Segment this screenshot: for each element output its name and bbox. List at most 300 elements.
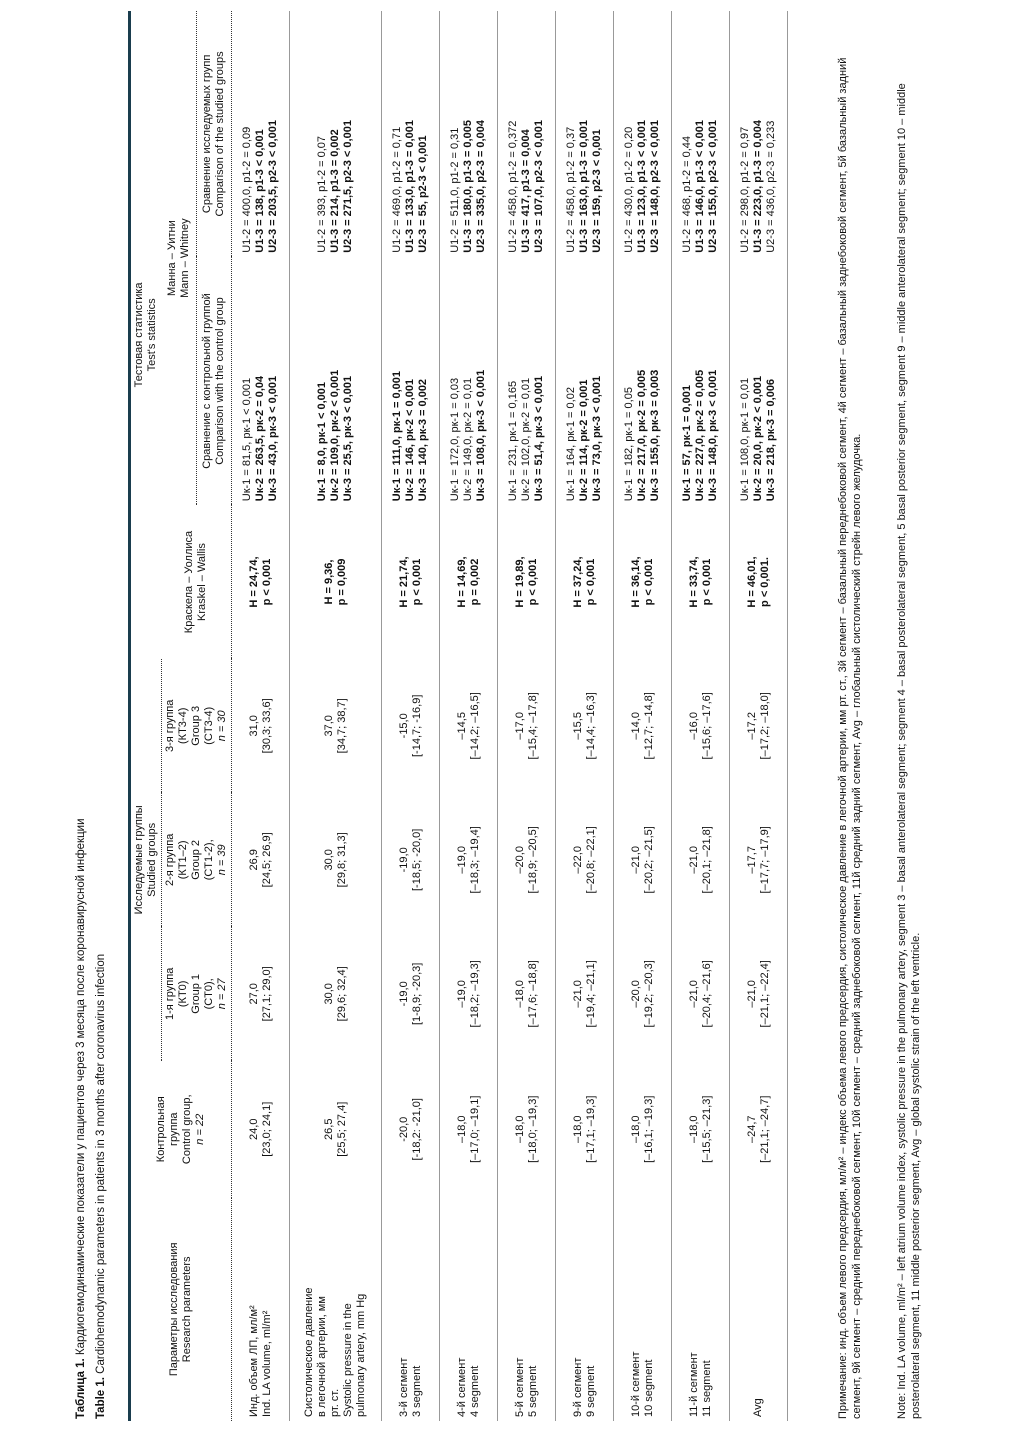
group1-cell-line: [1-8,9; -20,3] [410,962,423,1026]
param-cell-line: 11 segment [700,1360,713,1417]
header-cmp-control [196,257,231,505]
param-cell-line: рт. ст. [329,1388,341,1417]
mw-control-cell-line: Uк-2 = 20,0, pк-2 < 0,001 [752,375,764,502]
kruskal-cell-line: p < 0,001. [758,557,771,607]
caption-text-en: Cardiohemodynamic parameters in patients in 3 months after coronavirus infection [95,953,107,1378]
mw-control-cell [672,257,730,505]
param-cell-line: Инд. объем ЛП, мл/м² [247,1305,260,1417]
mw-control-cell-line: Uк-2 = 102,0, pк-2 = 0,01 [520,377,532,502]
mw-groups-cell [498,11,556,257]
group1-cell-line: [–17,6; –18,8] [526,960,539,1028]
kruskal-cell-line: H = 37,24, [571,556,584,608]
group3-cell-line: –14,0 [629,712,642,740]
control-cell-line: –18,0 [629,1115,642,1144]
group3-cell [672,659,730,793]
mw-groups-cell [290,11,382,257]
header-group-3 [162,659,232,793]
kruskal-cell-line: H = 19,89, [513,556,526,608]
control-cell-line: [–17,0; –19,1] [468,1095,481,1163]
group1-cell [498,927,556,1061]
mw-groups-cell-line: U2-3 = 107,0, p2-3 < 0,001 [533,120,545,253]
control-cell-line: –18,0 [513,1115,526,1144]
mw-groups-cell-line: U2-3 = 436,0, p2-3 = 0,233 [765,120,777,253]
mw-control-cell [498,257,556,505]
param-cell-line: 5-й сегмент [513,1357,526,1417]
mw-groups-cell [556,11,614,257]
group2-cell-line: [–17,7; –17,9] [758,826,771,894]
header-tests-ru: Тестовая статистика [133,282,146,388]
kruskal-cell-line: H = 33,74, [687,556,700,608]
header-group-2 [162,793,232,927]
kruskal-cell-line: p = 0,009 [335,558,348,606]
header-g3-l1: 3-я группа [164,699,176,752]
header-g2-l2: (КТ1–2) [177,840,189,880]
kruskal-cell-line: p < 0,001 [526,558,539,606]
mw-groups-cell-line: U1-3 = 163,0, p1-3 = 0,001 [578,120,590,253]
group1-cell [672,927,730,1061]
kruskal-cell-line: H = 36,14, [629,556,642,608]
mw-groups-cell-line: U2-3 = 203,5, p2-3 < 0,001 [267,120,279,253]
param-cell-line: Ind. LA volume, ml/m² [260,1310,273,1417]
kruskal-cell [382,505,440,659]
group3-cell-line: 31,0 [247,715,260,737]
group3-cell-line: 37,0 [322,715,335,737]
group2-cell [290,793,382,927]
group3-cell-line: –16,0 [687,712,700,740]
mw-control-cell [232,257,290,505]
table-header [130,11,232,1421]
mw-control-cell-line: Uк-1 = 57, pк-1 = 0,001 [681,385,693,502]
group3-cell-line: [30,3; 33,6] [260,698,273,754]
control-cell [382,1061,440,1198]
kruskal-cell-line: H = 9,36, [322,559,335,605]
table-row [382,11,440,1421]
kruskal-cell [730,505,788,659]
caption-label-ru: Таблица 1. [75,1358,87,1419]
header-group-1 [162,927,232,1061]
header-params-en: Research parameters [181,1256,193,1363]
header-g1-l4: (CT0), [203,978,215,1010]
mw-control-cell-line: Uк-3 = 108,0, pк-3 < 0,001 [475,369,487,502]
mw-control-cell-line: Uк-2 = 263,5, pк-2 = 0,04 [254,375,266,502]
mw-control-cell [730,257,788,505]
mw-groups-cell [730,11,788,257]
mw-groups-cell-line: U1-3 = 214, p1-3 = 0,002 [329,129,341,253]
header-g2-l3: Group 2 [190,839,202,880]
group1-cell [556,927,614,1061]
group1-cell-line: [–19,4; –21,1] [584,960,597,1028]
header-studied-en: Studied groups [146,822,158,897]
group2-cell [498,793,556,927]
header-control-l3: Control group, [181,1094,193,1165]
kruskal-cell-line: p < 0,001 [700,558,713,606]
group2-cell-line: –19,0 [455,846,468,874]
mw-groups-cell [232,11,290,257]
param-cell-line: Систолическое давление [303,1287,315,1417]
group1-cell-line: [–21,1; –22,4] [758,960,771,1028]
group2-cell-line: [24,5; 26,9] [260,832,273,888]
group1-cell-line: [27,1; 29,0] [260,966,273,1022]
mw-groups-cell-line: U1-3 = 180,0, p1-3 = 0,005 [462,120,474,253]
group2-cell [382,793,440,927]
param-cell-line: 4 segment [468,1365,481,1417]
group3-cell-line: [–14,2; –16,5] [468,692,481,760]
mw-control-cell [614,257,672,505]
mw-control-cell-line: Uк-1 = 108,0, pк-1 = 0,01 [739,377,751,502]
kruskal-cell-line: H = 21,74, [397,556,410,608]
group3-cell [614,659,672,793]
group3-cell-line: –17,2 [745,712,758,740]
group1-cell-line: 30,0 [322,983,335,1005]
kruskal-cell-line: p < 0,001 [260,558,273,606]
mw-groups-cell-line: U2-3 = 155,0, p2-3 < 0,001 [707,120,719,253]
group3-cell-line: –15,5 [571,712,584,740]
mw-groups-cell [614,11,672,257]
mw-control-cell-line: Uк-3 = 73,0, pк-3 < 0,001 [591,375,603,502]
group2-cell-line: 26,9 [247,849,260,871]
control-cell [498,1061,556,1198]
control-cell-line: [–15,5; –21,3] [700,1095,713,1163]
mw-groups-cell-line: U1-2 = 458,0, p1-2 = 0,37 [565,126,577,253]
group3-cell [730,659,788,793]
group2-cell-line: [–18,9; –20,5] [526,826,539,894]
kruskal-cell [556,505,614,659]
kruskal-cell [232,505,290,659]
mw-groups-cell-line: U1-3 = 133,0, p1-3 = 0,001 [404,120,416,253]
table-row [440,11,498,1421]
table-row [232,11,290,1421]
param-cell [290,1198,382,1421]
table-row [556,11,614,1421]
control-cell-line: 24,0 [247,1118,260,1140]
mw-control-cell-line: Uк-1 = 231, pк-1 = 0,165 [507,380,519,502]
control-cell [556,1061,614,1198]
param-cell-line: 4-й сегмент [455,1357,468,1417]
group2-cell [672,793,730,927]
group3-cell-line: –14,5 [455,712,468,740]
header-kw-ru: Краскела – Уоллиса [183,530,196,634]
header-cmp-groups-ru: Сравнение исследуемых групп [200,54,213,214]
kruskal-cell [440,505,498,659]
mw-control-cell-line: Uк-3 = 43,0, pк-3 < 0,001 [267,375,279,502]
header-g2-n: n = 39 [216,844,228,876]
group1-cell-line: [29,6; 32,4] [335,966,348,1022]
group3-cell-line: [–15,4; –17,8] [526,692,539,760]
param-cell-line: 3-й сегмент [397,1357,410,1417]
group3-cell-line: –17,0 [513,712,526,740]
mw-control-cell-line: Uк-2 = 109,0, pк-2 < 0,001 [329,369,341,502]
group3-cell-line: [-14,7; -16,9] [410,694,423,757]
mw-groups-cell-line: U1-2 = 393, p1-2 = 0,07 [316,135,328,253]
header-control [130,1061,232,1198]
param-cell-line: 3 segment [410,1365,423,1417]
control-cell [232,1061,290,1198]
mw-groups-cell-line: U1-2 = 298,0, p1-2 = 0,97 [739,126,751,253]
kruskal-cell [614,505,672,659]
mw-control-cell-line: Uк-2 = 114, pк-2 = 0,001 [578,379,590,502]
control-cell [614,1061,672,1198]
control-cell-line: [23,0; 24,1] [260,1101,273,1157]
table-caption-en [94,954,108,1419]
table-row [672,11,730,1421]
table-row [614,11,672,1421]
kruskal-cell [290,505,382,659]
group2-cell-line: –21,0 [687,846,700,874]
mw-control-cell-line: Uк-3 = 140, pк-3 = 0,002 [417,378,429,502]
group1-cell [382,927,440,1061]
mw-groups-cell-line: U2-3 = 159, p2-3 < 0,001 [591,129,603,253]
group1-cell-line: -19,0 [397,981,410,1007]
param-cell [440,1198,498,1421]
header-tests [130,11,162,659]
header-params-ru: Параметры исследования [168,1242,180,1377]
mw-control-cell [440,257,498,505]
kruskal-cell [498,505,556,659]
control-cell-line: –24,7 [745,1115,758,1144]
mw-control-cell-line: Uк-3 = 51,4, pк-3 < 0,001 [533,375,545,502]
group2-cell [730,793,788,927]
param-cell-line: 5 segment [526,1365,539,1417]
mw-control-cell [382,257,440,505]
kruskal-cell-line: p < 0,001 [584,558,597,606]
param-cell-line: 9 segment [584,1365,597,1417]
header-g1-l1: 1-я группа [164,967,176,1021]
mw-groups-cell-line: U2-3 = 271,5, p2-3 < 0,001 [342,120,354,253]
control-cell [440,1061,498,1198]
header-mw-en: Mann – Whitney [178,218,191,298]
group2-cell-line: [-18,5; -20,0] [410,828,423,892]
group2-cell-line: –17,7 [745,846,758,874]
group2-cell-line: –22,0 [571,846,584,874]
group3-cell-line: [34,7; 38,7] [335,698,348,754]
param-cell [498,1198,556,1421]
mw-control-cell-line: Uк-3 = 155,0, pк-3 = 0,003 [649,369,661,502]
mw-control-cell-line: Uк-2 = 146, pк-2 < 0,001 [404,378,416,502]
group3-cell [382,659,440,793]
footnote-ru: Примечание: инд. объем левого предсердия, мл/м² – индекс объема левого предсердия, систолическое давление в легочной артерии, мм рт. ст., 3й сегмент – базальный переднебоковой сегмент, 4й сегмент – базальный заднебоковой сегмент, 5й базальный задний сегмент, 9й сегмент – средний переднебоковой сегмент, 10й сегмент – средний заднебоковой сегмент, 11й средний задний сегмент, Avg – глобальный систолический стрейн левого желудочка. [837,57,863,1419]
group1-cell-line: –21,0 [687,980,700,1008]
control-cell-line: –18,0 [687,1115,700,1144]
group1-cell [290,927,382,1061]
header-g2-l4: (CT1-2), [203,839,215,881]
header-mann-whitney [162,11,197,505]
caption-text-ru: Кардиогемодинамические показатели у пациентов через 3 месяца после коронавирусной инфекции [75,818,87,1359]
param-cell [556,1198,614,1421]
mw-groups-cell [440,11,498,257]
group3-cell-line: [–15,6; –17,6] [700,692,713,760]
mw-groups-cell-line: U1-2 = 400,0, p1-2 = 0,09 [241,126,253,253]
group1-cell [440,927,498,1061]
group1-cell-line: –21,0 [745,980,758,1008]
group2-cell-line: [–18,3; –19,4] [468,826,481,894]
header-kruskal-wallis [162,505,232,659]
mw-control-cell-line: Uк-1 = 8,0, pк-1 < 0,001 [316,382,328,502]
table-body [232,11,788,1421]
kruskal-cell [672,505,730,659]
group2-cell-line: –20,0 [513,846,526,874]
mw-groups-cell-line: U2-3 = 335,0, p2-3 = 0,004 [475,120,487,253]
header-studied-ru: Исследуемые группы [133,805,145,915]
header-g2-l1: 2-я группа [164,833,176,886]
mw-groups-cell-line: U1-2 = 430,0, p1-2 = 0,20 [623,126,635,253]
mw-control-cell-line: Uк-2 = 149,0, pк-2 = 0,01 [462,377,474,502]
header-control-l2: группа [168,1112,180,1147]
control-cell-line: -20,0 [397,1116,410,1142]
mw-control-cell-line: Uк-1 = 172,0, pк-1 = 0,03 [449,377,461,502]
group1-cell [730,927,788,1061]
group3-cell [290,659,382,793]
mw-groups-cell [382,11,440,257]
control-cell-line: 26,5 [322,1118,335,1140]
header-g1-l3: Group 1 [190,973,202,1014]
data-table [128,11,788,1421]
group2-cell-line: –21,0 [629,846,642,874]
group2-cell [440,793,498,927]
mw-groups-cell-line: U1-2 = 469,0, p1-2 = 0,71 [391,126,403,253]
group3-cell [232,659,290,793]
mw-control-cell-line: Uк-1 = 164, pк-1 = 0,02 [565,387,577,502]
group2-cell [232,793,290,927]
group2-cell-line: [29,8; 31,3] [335,832,348,888]
mw-groups-cell-line: U1-3 = 138, p1-3 < 0,001 [254,129,266,253]
group1-cell-line: [–20,4; –21,6] [700,960,713,1028]
header-control-n: n = 22 [194,1113,206,1145]
group2-cell-line: 30,0 [322,849,335,871]
header-control-l1: Контрольная [155,1096,167,1163]
param-cell-line: Systolic pressure in the [342,1303,354,1417]
kruskal-cell-line: H = 46,01, [745,556,758,608]
table-row [290,11,382,1421]
mw-control-cell-line: Uк-3 = 148,0, pк-3 < 0,001 [707,369,719,502]
param-cell [730,1198,788,1421]
header-g3-l3: Group 3 [190,705,202,746]
param-cell [672,1198,730,1421]
header-g1-n: n = 27 [216,978,228,1010]
group3-cell [556,659,614,793]
mw-groups-cell-line: U2-3 = 148,0, p2-3 < 0,001 [649,120,661,253]
mw-groups-cell-line: U1-3 = 146,0, p1-3 < 0,001 [694,120,706,253]
mw-control-cell-line: Uк-2 = 217,0, pк-2 = 0,005 [636,369,648,502]
kruskal-cell-line: p = 0,002 [468,558,481,606]
group3-cell [498,659,556,793]
mw-control-cell-line: Uк-3 = 218, pк-3 = 0,006 [765,378,777,502]
header-tests-en: Test's statistics [146,298,159,372]
header-g3-l2: (КТ3-4) [177,707,189,744]
mw-groups-cell-line: U1-2 = 468, p1-2 = 0,44 [681,135,693,253]
table-caption-ru [74,818,88,1419]
group3-cell-line: [–17,2; –18,0] [758,692,771,760]
header-cmp-control-ru: Сравнение с контрольной группой [200,293,213,469]
param-cell-line: в легочной артерии, мм [316,1296,328,1417]
group1-cell [232,927,290,1061]
table-row [498,11,556,1421]
mw-groups-cell-line: U1-2 = 511,0, p1-2 = 0,31 [449,127,461,253]
header-cmp-control-en: Comparison with the control group [213,297,226,465]
header-g3-l4: (CT3-4) [203,706,215,745]
control-cell-line: [–16,1; –19,3] [642,1095,655,1163]
group2-cell-line: [–20,2; –21,5] [642,826,655,894]
header-g3-n: n = 30 [216,710,228,742]
control-cell-line: [25,5; 27,4] [335,1101,348,1157]
control-cell-line: –18,0 [455,1115,468,1144]
mw-control-cell-line: Uк-1 = 81,5, pк-1 < 0,001 [241,377,253,502]
kruskal-cell-line: H = 24,74, [247,556,260,608]
param-cell [614,1198,672,1421]
mw-control-cell-line: Uк-2 = 227,0, pк-2 = 0,005 [694,369,706,502]
group3-cell-line: -15,0 [397,713,410,739]
control-cell-line: [-18,2: -21,0] [410,1098,423,1161]
param-cell-line: 11-й сегмент [687,1352,700,1417]
mw-groups-cell-line: U1-3 = 123,0, p1-3 < 0,001 [636,120,648,253]
group1-cell [614,927,672,1061]
group3-cell [440,659,498,793]
control-cell [672,1061,730,1198]
mw-control-cell-line: Uк-1 = 182, pк-1 = 0,05 [623,387,635,502]
mw-control-cell-line: Uк-3 = 25,5, pк-3 < 0,001 [342,375,354,502]
group1-cell-line: –21,0 [571,980,584,1008]
header-cmp-groups-en: Comparison of the studied groups [213,51,226,217]
mw-groups-cell-line: U2-3 = 55, p2-3 < 0,001 [417,135,429,253]
control-cell [730,1061,788,1198]
group1-cell-line: [–19,2; –20,3] [642,960,655,1028]
group1-cell-line: [–18,2; –19,3] [468,960,481,1028]
mw-groups-cell-line: U1-2 = 458,0, p1-2 = 0,372 [507,120,519,253]
footnote-en: Note: Ind. LA volume, ml/m² – left atrium volume index, systolic pressure in the pulmonary artery, segment 3 – basal anterolateral segment; segment 4 – basal posterolateral segment, 5 basal posterior segment, segment 9 – middle anterolateral segment; segment 10 – middle posterolateral segment, 11 middle posterior segment, Avg – global systolic strain of the left ventricle. [896,83,922,1419]
kruskal-cell-line: p < 0,001 [410,558,423,606]
control-cell-line: [–17,1; –19,3] [584,1095,597,1163]
param-cell [382,1198,440,1421]
control-cell-line: –18,0 [571,1115,584,1144]
header-g1-l2: (КТ0) [177,980,189,1008]
group2-cell-line: -19,0 [397,847,410,873]
header-cmp-groups [196,11,231,257]
table-row [730,11,788,1421]
param-cell-line: 9-й сегмент [571,1357,584,1417]
mw-control-cell-line: Uк-1 = 111,0, pк-1 = 0,001 [391,370,403,502]
mw-control-cell [290,257,382,505]
group1-cell-line: –18,0 [513,980,526,1008]
mw-groups-cell-line: U1-3 = 223,0, p1-3 = 0,004 [752,120,764,253]
group3-cell-line: [–12,7; –14,8] [642,692,655,760]
control-cell-line: [–18,0; –19,3] [526,1095,539,1163]
param-cell-line: Avg [752,1398,764,1417]
control-cell [290,1061,382,1198]
group2-cell [614,793,672,927]
mw-groups-cell [672,11,730,257]
header-params [130,1198,232,1421]
caption-label-en: Table 1. [95,1377,107,1419]
param-cell-line: 10-й сегмент [629,1351,642,1417]
group3-cell-line: [–14,4; –16,3] [584,692,597,760]
mw-groups-cell-line: U1-3 = 417, p1-3 = 0,004 [520,129,532,253]
group1-cell-line: –19,0 [455,980,468,1008]
param-cell-line: 10 segment [642,1359,655,1417]
group2-cell-line: [–20,1; –21,8] [700,826,713,894]
param-cell-line: pulmonary artery, mm Hg [355,1293,367,1417]
group1-cell-line: –20,0 [629,980,642,1008]
header-mw-ru: Манна – Уитни [165,220,178,297]
control-cell-line: [–21,1; –24,7] [758,1095,771,1163]
group1-cell-line: 27,0 [247,983,260,1005]
kruskal-cell-line: p < 0,001 [642,558,655,606]
mw-control-cell [556,257,614,505]
header-kw-en: Kraskel – Wallis [196,543,209,621]
group2-cell [556,793,614,927]
param-cell [232,1198,290,1421]
header-studied [130,659,162,1061]
group2-cell-line: [–20,8; –22,1] [584,826,597,894]
kruskal-cell-line: H = 14,69, [455,556,468,608]
